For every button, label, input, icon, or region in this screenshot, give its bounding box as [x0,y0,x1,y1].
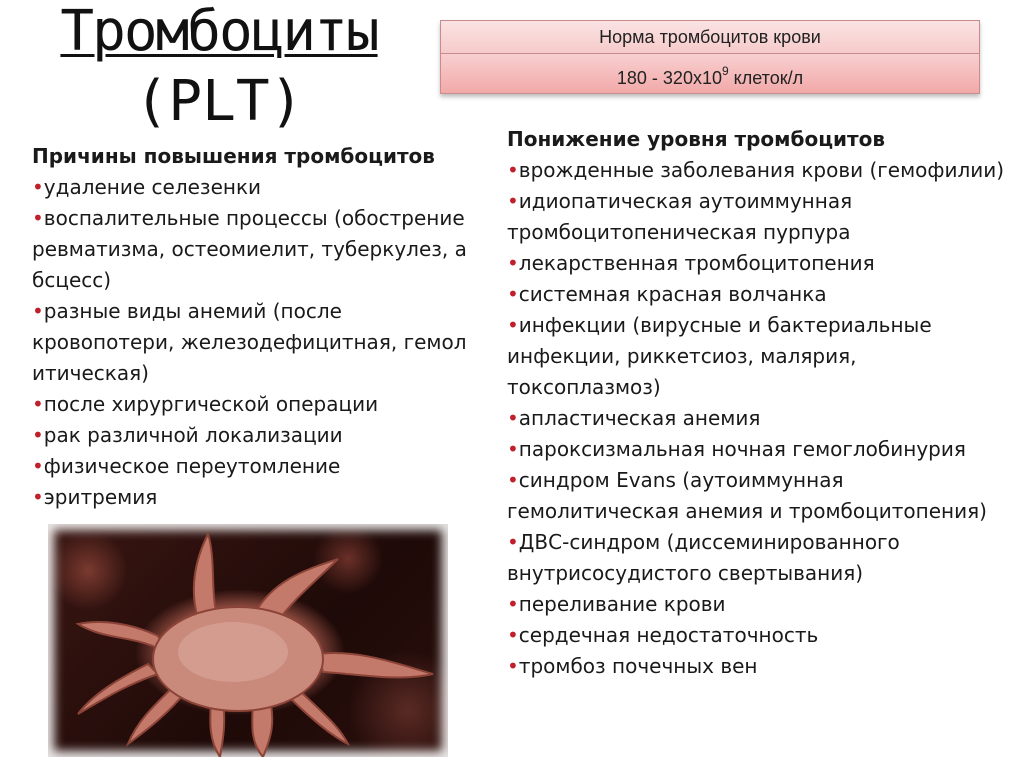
list-item: •физическое переутомление [32,454,341,478]
list-item: •врожденные заболевания крови (гемофилии) [507,158,1005,182]
bullet-icon: • [507,592,519,616]
bullet-icon: • [507,530,519,554]
increase-causes-section [32,141,482,513]
bullet-icon: • [32,454,44,478]
page-title [14,0,424,134]
bullet-icon: • [32,392,44,416]
bullet-icon: • [507,251,519,275]
list-item: •сердечная недостаточность [507,623,819,647]
list-item: •синдром Evans (аутоиммунная гемолитическая анемия и тромбоцитопения) [507,468,987,523]
list-item: •лекарственная тромбоцитопения [507,251,875,275]
bullet-icon: • [32,206,44,230]
bullet-icon: • [507,189,519,213]
bullet-icon: • [507,406,519,430]
norm-table [440,20,980,94]
title-abbreviation: (PLT) [134,69,304,134]
norm-label: Норма тромбоцитов крови [441,21,979,54]
norm-value-suffix: клеток/л [728,68,804,88]
increase-list [32,172,482,513]
list-item: •удаление селезенки [32,175,262,199]
decrease-list [507,155,1012,682]
list-item: •идиопатическая аутоиммунная тромбоцитопеническая пурпура [507,189,853,244]
bullet-icon: • [507,158,519,182]
bullet-icon: • [32,485,44,509]
list-item: •тромбоз почечных вен [507,654,758,678]
norm-value-exponent: 9 [721,64,729,78]
decrease-causes-section [507,124,1012,682]
list-item: •разные виды анемий (после кровопотери, железодефицитная, гемол итическая) [32,299,467,385]
bullet-icon: • [507,282,519,306]
norm-value [441,54,979,93]
bullet-icon: • [507,623,519,647]
increase-heading: Причины повышения тромбоцитов [32,144,435,168]
platelet-photo [48,524,448,757]
norm-value-prefix: 180 - 320x10 [616,68,722,88]
list-item: •апластическая анемия [507,406,761,430]
title-main: Тромбоциты [60,0,378,64]
list-item: •рак различной локализации [32,423,343,447]
platelet-illustration [48,524,448,757]
bullet-icon: • [507,313,519,337]
decrease-heading: Понижение уровня тромбоцитов [507,127,886,151]
list-item: •воспалительные процессы (обострение ревматизма, остеомиелит, туберкулез, а бсцесс) [32,206,467,292]
list-item: •системная красная волчанка [507,282,827,306]
bullet-icon: • [32,423,44,447]
list-item: •эритремия [32,485,158,509]
list-item: •ДВС-синдром (диссеминированного внутрисосудистого свертывания) [507,530,900,585]
list-item: •переливание крови [507,592,726,616]
list-item: •после хирургической операции [32,392,379,416]
bullet-icon: • [507,437,519,461]
bullet-icon: • [32,175,44,199]
bullet-icon: • [507,468,519,492]
bullet-icon: • [32,299,44,323]
list-item: •инфекции (вирусные и бактериальные инфекции, риккетсиоз, малярия, токсоплазмоз) [507,313,932,399]
list-item: •пароксизмальная ночная гемоглобинурия [507,437,966,461]
bullet-icon: • [507,654,519,678]
